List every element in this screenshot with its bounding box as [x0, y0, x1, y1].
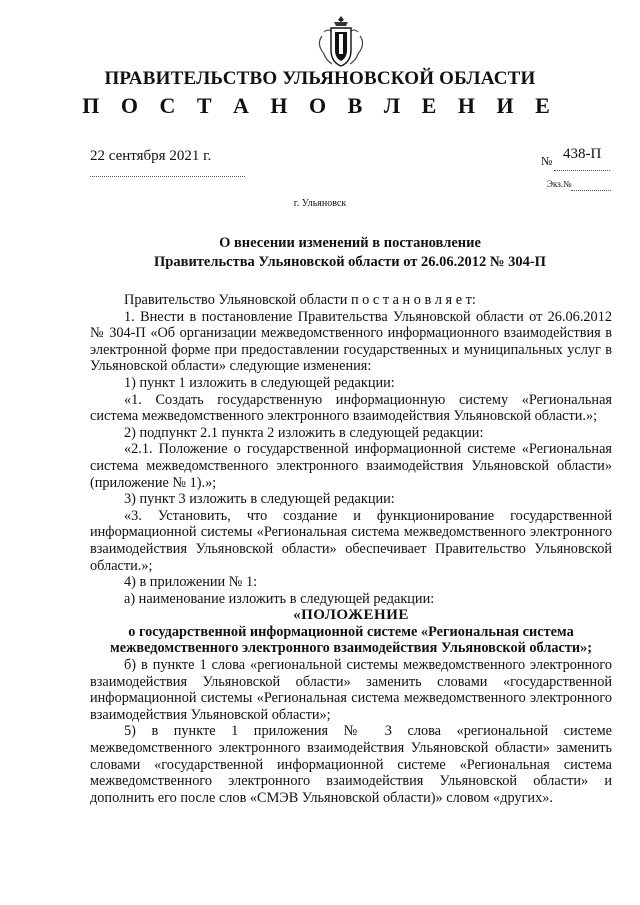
paragraph-10: б) в пункте 1 слова «региональной системы межведомственного электронного взаимодействия Ульяновской области» заменить словами «государственной информационной системы «Региональная система межведомственного электронного взаимодействия Ульяновской области»;: [90, 657, 612, 723]
paragraph-8: 4) в приложении № 1:: [124, 574, 258, 591]
preamble: Правительство Ульяновской области п о с т а н о в л я е т:: [124, 292, 476, 308]
government-name: ПРАВИТЕЛЬСТВО УЛЬЯНОВСКОЙ ОБЛАСТИ: [104, 68, 536, 89]
number-label: №: [541, 154, 553, 168]
paragraph-11: 5) в пункте 1 приложения № 3 слова «региональной системе межведомственного электронного взаимодействия Ульяновской области» заменить словами «государственной информационной системе «Региональная система межведомственного электронного взаимодействия Ульяновской области» и дополнить его после слов «СМЭВ Ульяновской области)» словом «других».: [90, 723, 612, 806]
document-number: 438-П: [563, 146, 602, 162]
document-body: [90, 292, 612, 806]
document-type: П О С Т А Н О В Л Е Н И Е: [82, 93, 558, 118]
polozhenie-heading: «ПОЛОЖЕНИЕ: [293, 607, 409, 624]
document-title: [90, 234, 610, 272]
date-underline: [90, 176, 245, 177]
paragraph-9: а) наименование изложить в следующей редакции:: [124, 590, 435, 607]
copy-underline: [571, 190, 611, 191]
paragraph-4: 2) подпункт 2.1 пункта 2 изложить в следующей редакции:: [124, 424, 484, 441]
ulyanovsk-coat-of-arms-icon: [316, 14, 366, 70]
document-date: 22 сентября 2021 г.: [90, 148, 212, 164]
copy-label: Экз.№: [547, 179, 572, 189]
title-line-2: Правительства Ульяновской области от 26.06.2012 № 304-П: [154, 254, 546, 270]
paragraph-5: «2.1. Положение о государственной информационной системе «Региональная система межведомственного электронного взаимодействия Ульяновской области» (приложение № 1).»;: [90, 441, 612, 491]
paragraph-6: 3) пункт 3 изложить в следующей редакции:: [124, 491, 395, 508]
number-underline: [554, 170, 610, 171]
title-line-1: О внесении изменений в постановление: [219, 235, 481, 251]
polozhenie-subheading: о государственной информационной системе «Региональная система межведомственного электронного взаимодействия Ульяновской области»;: [109, 623, 593, 657]
paragraph-1: 1. Внести в постановление Правительства Ульяновской области от 26.06.2012 № 304-П «Об организации межведомственного информационного взаимодействия в электронной форме при предоставлении государственных и муниципальных услуг в Ульяновской области» следующие изменения:: [90, 308, 612, 375]
paragraph-2: 1) пункт 1 изложить в следующей редакции:: [124, 374, 395, 391]
city: г. Ульяновск: [293, 198, 347, 209]
paragraph-3: «1. Создать государственную информационную систему «Региональная система межведомственного электронного взаимодействия Ульяновской области.»;: [90, 391, 612, 425]
paragraph-7: «3. Установить, что создание и функционирование государственной информационной системы «Региональная система межведомственного электронного взаимодействия Ульяновской области» обеспечивает Правительство Ульяновской области.»;: [90, 507, 612, 574]
